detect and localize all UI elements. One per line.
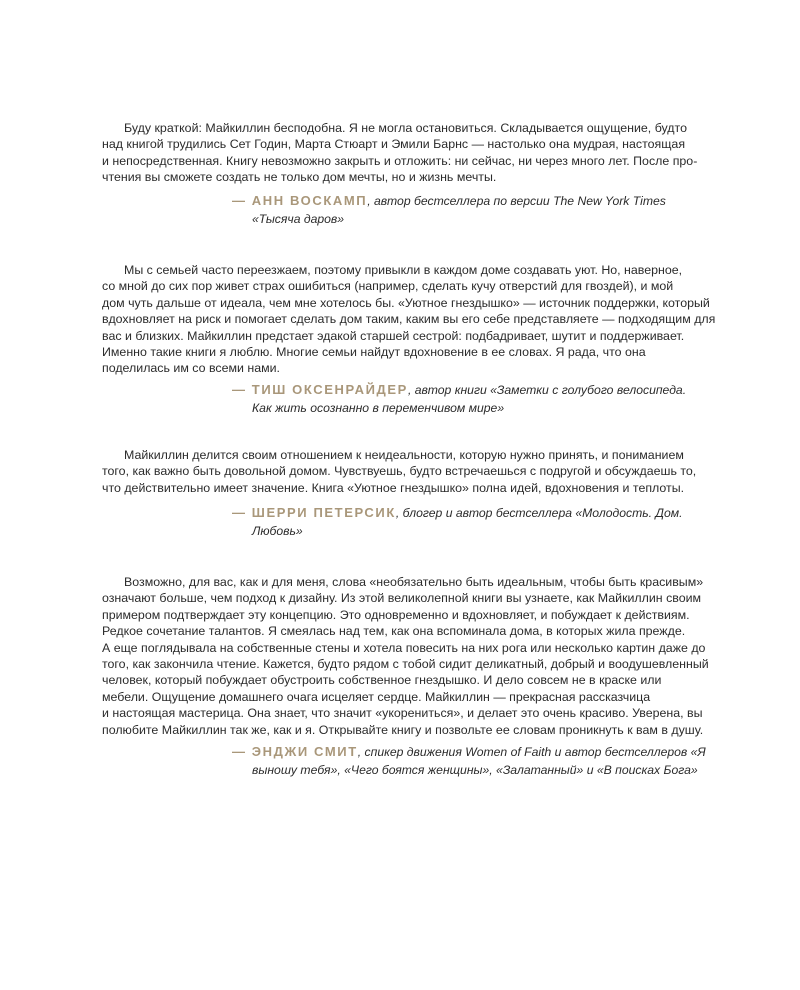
quote-1-attribution: — АНН ВОСКАМП, автор бестселлера по версии The New York Times «Тысяча даров» xyxy=(232,193,666,226)
quote-4 xyxy=(102,574,709,738)
author-name: — ТИШ ОКСЕНРАЙДЕР xyxy=(232,382,408,397)
author-name: — ЭНДЖИ СМИТ xyxy=(232,744,358,759)
quote-3 xyxy=(102,447,697,496)
author-name: — АНН ВОСКАМП xyxy=(232,193,368,208)
quote-text: Майкиллин делится своим отношением к неидеальности, которую нужно принять, и пониманием того, как важно быть довольной домом. Чувствуешь, будто встречаешься с подругой и обсуждаешь то, что действительно имеет значение. Книга «Уютное гнездышко» полна идей, вдохновения и теплоты. xyxy=(102,448,697,495)
quote-2 xyxy=(102,262,716,377)
quote-4-attribution: — ЭНДЖИ СМИТ, спикер движения Women of Faith и автор бестселлеров «Я выношу тебя», «Чего боятся женщины», «Залатанный» и «В поисках Бога» xyxy=(232,744,706,777)
quote-3-attribution: — ШЕРРИ ПЕТЕРСИК, блогер и автор бестселлера «Молодость. Дом. Любовь» xyxy=(232,505,683,538)
author-name: — ШЕРРИ ПЕТЕРСИК xyxy=(232,505,396,520)
quote-text: Возможно, для вас, как и для меня, слова «необязательно быть идеальным, чтобы быть красивым» означают больше, чем подход к дизайну. Из этой великолепной книги вы узнаете, как Майкиллин своим примером подтверждает эту концепцию. Это одновременно и вдохновляет, и побуждает к действиям. Редкое сочетание талантов. Я смеялась над тем, как она вспоминала дома, в которых жила прежде. А еще поглядывала на собственные стены и хотела повесить на них рога или несколько картин даже до того, как закончила чтение. Кажется, будто рядом с тобой сидит деликатный, добрый и воодушевленный человек, который побуждает обустроить собственное гнездышко. И дело совсем не в краске или мебели. Ощущение домашнего очага исцеляет сердце. Майкиллин — прекрасная рассказчица и настоящая мастерица. Она знает, что значит «укорениться», и делает это очень красиво. Уверена, вы полюбите Майкиллин так же, как и я. Открывайте книгу и позвольте ее словам проникнуть к вам в душу. xyxy=(102,575,709,737)
quote-1 xyxy=(102,120,698,186)
quote-text: Мы с семьей часто переезжаем, поэтому привыкли в каждом доме создавать уют. Но, наверное, со мной до сих пор живет страх ошибиться (например, сделать кучу отверстий для гвоздей), и мой дом чуть дальше от идеала, чем мне хотелось бы. «Уютное гнездышко» — источник поддержки, который вдохновляет на риск и помогает сделать дом таким, каким вы его себе представляете — подходящим для вас и близких. Майкиллин предстает эдакой старшей сестрой: подбадривает, шутит и поддерживает. Именно такие книги я люблю. Многие семьи найдут вдохновение в ее словах. Я рада, что она поделилась им со всеми нами. xyxy=(102,263,716,376)
quote-text: Буду краткой: Майкиллин бесподобна. Я не могла остановиться. Складывается ощущение, будто над книгой трудились Сет Годин, Марта Стюарт и Эмили Барнс — настолько она мудрая, настоящая и непосредственная. Книгу невозможно закрыть и отложить: ни сейчас, ни через много лет. После про- чтения вы сможете создать не только дом мечты, но и жизнь мечты. xyxy=(102,121,698,185)
quote-2-attribution: — ТИШ ОКСЕНРАЙДЕР, автор книги «Заметки с голубого велосипеда. Как жить осознанно в переменчивом мире» xyxy=(232,382,687,415)
